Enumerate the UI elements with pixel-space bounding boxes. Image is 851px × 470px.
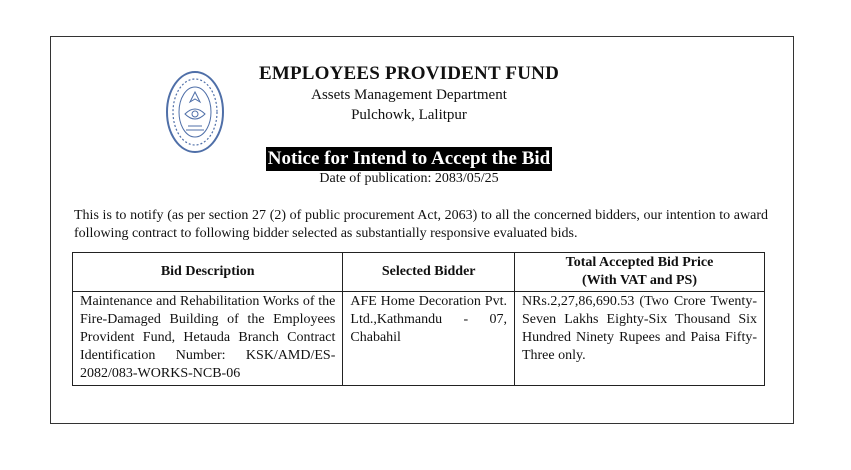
publication-date: Date of publication: 2083/05/25 bbox=[319, 171, 499, 186]
notice-document bbox=[50, 36, 794, 424]
intro-paragraph: This is to notify (as per section 27 (2) of public procurement Act, 2063) to all the concerned bidders, our intention to award following contract to following bidder selected as substantially responsive evaluated bids. bbox=[74, 208, 768, 241]
organization-name: EMPLOYEES PROVIDENT FUND bbox=[258, 63, 560, 84]
header-total-price bbox=[514, 253, 764, 292]
header-bid-description: Bid Description bbox=[73, 253, 343, 292]
table-header-row bbox=[73, 253, 765, 292]
header-selected-bidder: Selected Bidder bbox=[343, 253, 515, 292]
department-name: Assets Management Department bbox=[311, 87, 507, 103]
address: Pulchowk, Lalitpur bbox=[351, 107, 467, 123]
table-row bbox=[73, 292, 765, 386]
notice-title-wrapper bbox=[51, 147, 767, 171]
cell-selected-bidder: AFE Home Decoration Pvt. Ltd.,Kathmandu - 07, Chabahil bbox=[343, 292, 515, 386]
bid-table bbox=[72, 252, 765, 386]
header-total-price-line1: Total Accepted Bid Price bbox=[565, 255, 714, 270]
cell-bid-description: Maintenance and Rehabilitation Works of the Fire-Damaged Building of the Employees Provident Fund, Hetauda Branch Contract Identification Number: KSK/AMD/ES-2082/083-WORKS-NCB-06 bbox=[73, 292, 343, 386]
header-total-price-line2: (With VAT and PS) bbox=[581, 273, 697, 288]
cell-total-price: NRs.2,27,86,690.53 (Two Crore Twenty-Seven Lakhs Eighty-Six Thousand Six Hundred Ninety Rupees and Paisa Fifty-Three only. bbox=[514, 292, 764, 386]
notice-title: Notice for Intend to Accept the Bid bbox=[267, 148, 551, 169]
